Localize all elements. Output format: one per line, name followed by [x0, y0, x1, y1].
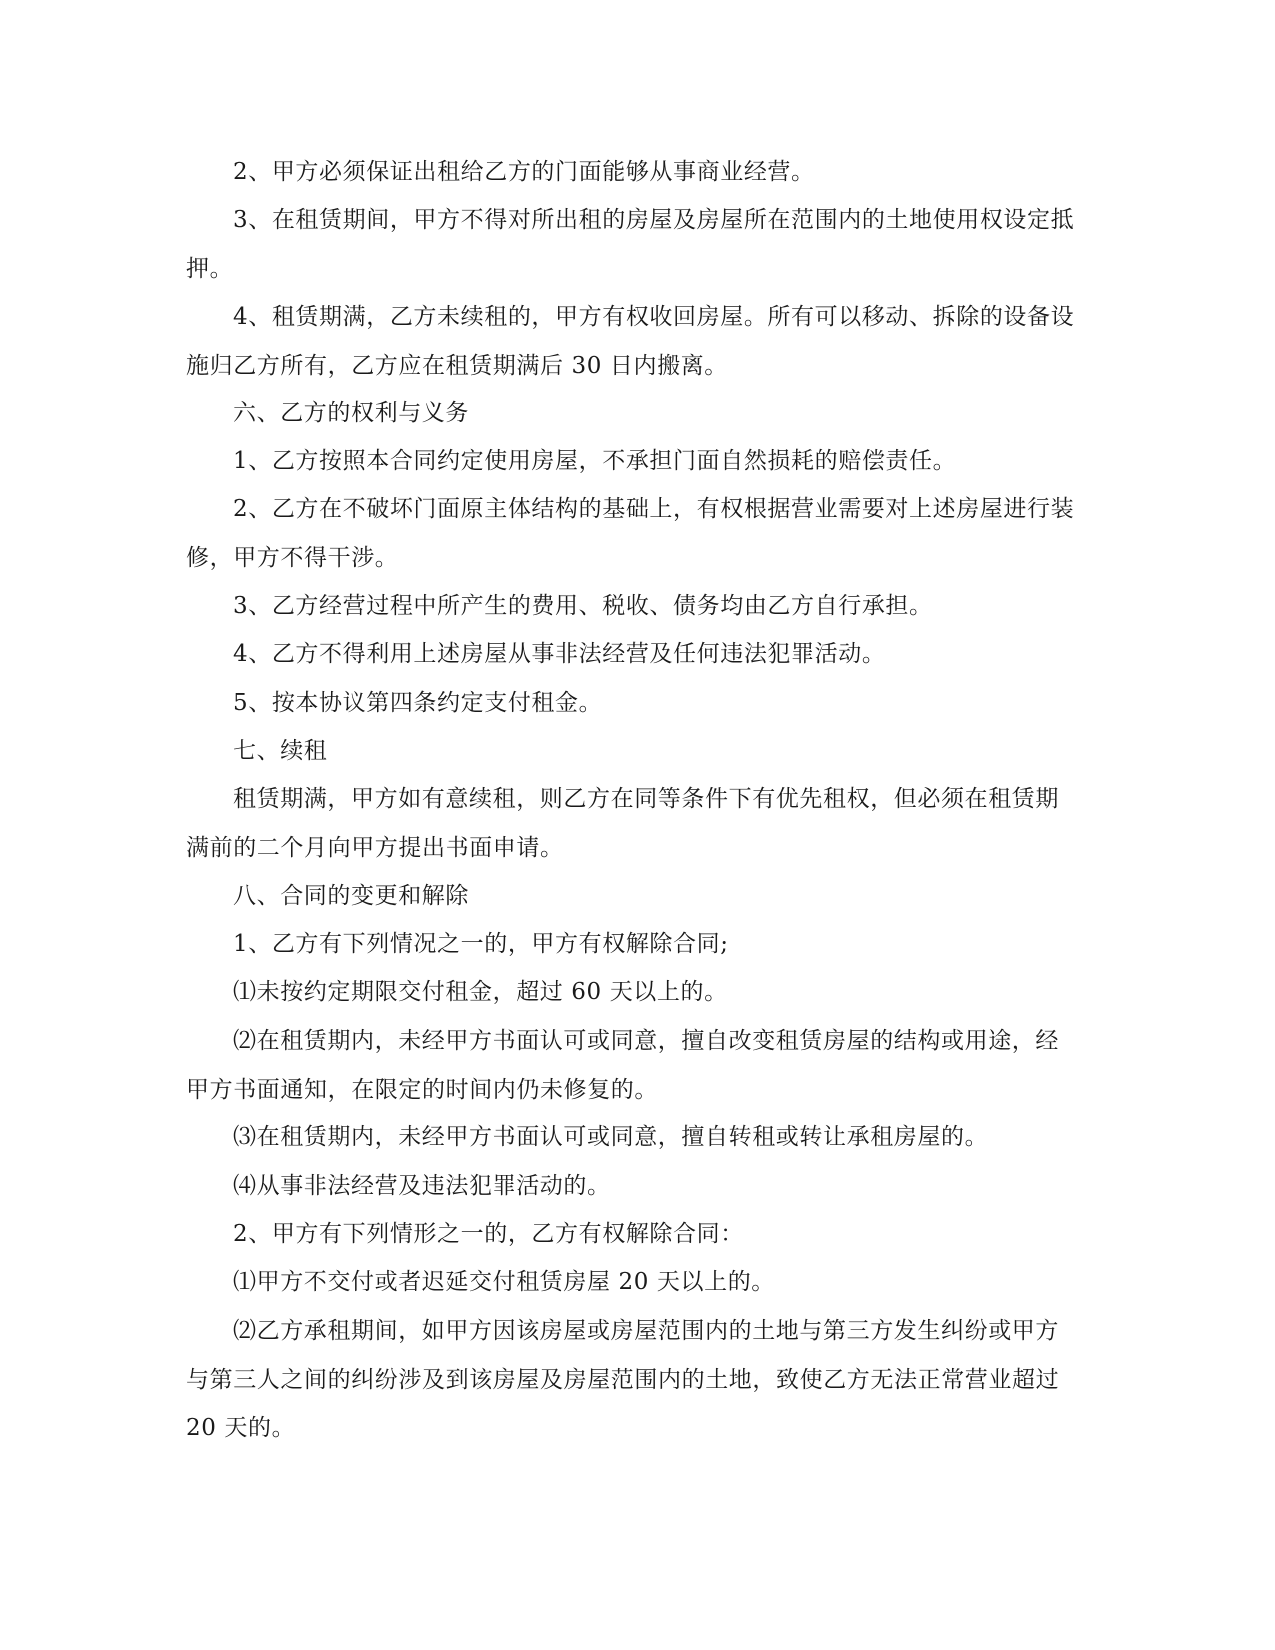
section-heading-8: 八、合同的变更和解除 — [233, 883, 469, 909]
clause-8-1-item-2: ⑵在租赁期内，未经甲方书面认可或同意，擅自改变租赁房屋的结构或用途，经甲方书面通知，在限定的时间内仍未修复的。 — [186, 1028, 1059, 1103]
clause-7-body: 租赁期满，甲方如有意续租，则乙方在同等条件下有优先租权，但必须在租赁期满前的二个月向甲方提出书面申请。 — [186, 786, 1059, 861]
clause-8-2: 2、甲方有下列情形之一的，乙方有权解除合同： — [233, 1221, 744, 1247]
clause-5-4: 4、租赁期满，乙方未续租的，甲方有权收回房屋。所有可以移动、拆除的设备设施归乙方所有，乙方应在租赁期满后 30 日内搬离。 — [186, 304, 1075, 379]
clause-8-1-item-3: ⑶在租赁期内，未经甲方书面认可或同意，擅自转租或转让承租房屋的。 — [233, 1124, 989, 1150]
clause-5-3: 3、在租赁期间，甲方不得对所出租的房屋及房屋所在范围内的土地使用权设定抵押。 — [186, 207, 1075, 282]
clause-6-5: 5、按本协议第四条约定支付租金。 — [233, 690, 603, 716]
clause-6-3: 3、乙方经营过程中所产生的费用、税收、债务均由乙方自行承担。 — [233, 593, 933, 619]
section-heading-7: 七、续租 — [233, 738, 328, 764]
clause-8-1: 1、乙方有下列情况之一的，甲方有权解除合同; — [233, 931, 729, 957]
section-heading-6: 六、乙方的权利与义务 — [233, 400, 469, 426]
clause-6-2: 2、乙方在不破坏门面原主体结构的基础上，有权根据营业需要对上述房屋进行装修，甲方不得干涉。 — [186, 496, 1075, 571]
clause-8-2-item-1: ⑴甲方不交付或者迟延交付租赁房屋 20 天以上的。 — [233, 1269, 775, 1295]
clause-6-4: 4、乙方不得利用上述房屋从事非法经营及任何违法犯罪活动。 — [233, 641, 886, 667]
clause-8-1-item-4: ⑷从事非法经营及违法犯罪活动的。 — [233, 1173, 611, 1199]
clause-6-1: 1、乙方按照本合同约定使用房屋，不承担门面自然损耗的赔偿责任。 — [233, 448, 957, 474]
clause-8-1-item-1: ⑴未按约定期限交付租金，超过 60 天以上的。 — [233, 979, 728, 1005]
clause-8-2-item-2: ⑵乙方承租期间，如甲方因该房屋或房屋范围内的土地与第三方发生纠纷或甲方与第三人之间的纠纷涉及到该房屋及房屋范围内的土地，致使乙方无法正常营业超过 20 天的。 — [186, 1318, 1060, 1441]
clause-5-2: 2、甲方必须保证出租给乙方的门面能够从事商业经营。 — [233, 159, 815, 185]
